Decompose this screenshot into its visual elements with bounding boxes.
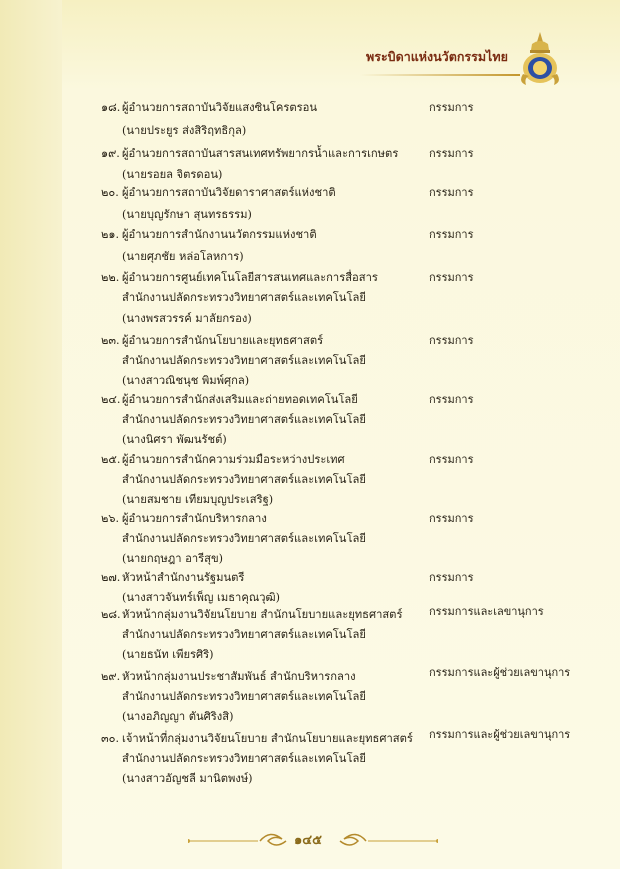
entry-person-name: (นายประยูร ส่งสิริฤทธิกุล) — [122, 124, 247, 137]
entry-role: กรรมการ — [429, 147, 474, 160]
entry-position-detail: สำนักงานปลัดกระทรวงวิทยาศาสตร์และเทคโนโลยี — [122, 532, 366, 545]
entry-number: ๑๘. — [101, 101, 121, 114]
royal-emblem-icon — [518, 30, 562, 88]
entry-position: ผู้อำนวยการสถาบันสารสนเทศทรัพยากรน้ำและการเกษตร — [122, 147, 399, 160]
entry-person-name: (นายสมชาย เทียมบุญประเสริฐ) — [122, 493, 274, 506]
entry-position: ผู้อำนวยการศูนย์เทคโนโลยีสารสนเทศและการสื่อสาร — [122, 271, 378, 284]
entry-position: ผู้อำนวยการสำนักนโยบายและยุทธศาสตร์ — [122, 334, 324, 347]
entry-position-detail: สำนักงานปลัดกระทรวงวิทยาศาสตร์และเทคโนโลยี — [122, 690, 366, 703]
entry-role: กรรมการและผู้ช่วยเลขานุการ — [429, 666, 571, 679]
entry-number: ๒๔. — [101, 393, 121, 406]
page-binding-shade — [0, 0, 62, 869]
entry-role: กรรมการ — [429, 228, 474, 241]
page-header — [360, 30, 610, 90]
entry-role: กรรมการและผู้ช่วยเลขานุการ — [429, 728, 571, 741]
entry-role: กรรมการ — [429, 101, 474, 114]
entry-number: ๓๐. — [101, 732, 120, 745]
entry-role: กรรมการ — [429, 453, 474, 466]
entry-person-name: (นายธนัท เพียรศิริ) — [122, 648, 214, 661]
entry-role: กรรมการ — [429, 271, 474, 284]
entry-role: กรรมการ — [429, 571, 474, 584]
entry-position: ผู้อำนวยการสำนักงานนวัตกรรมแห่งชาติ — [122, 228, 317, 241]
entry-role: กรรมการ — [429, 512, 474, 525]
entry-person-name: (นางนิศรา พัฒนรัชต์) — [122, 433, 227, 446]
entry-position-detail: สำนักงานปลัดกระทรวงวิทยาศาสตร์และเทคโนโลยี — [122, 291, 366, 304]
entry-position-detail: สำนักงานปลัดกระทรวงวิทยาศาสตร์และเทคโนโลยี — [122, 413, 366, 426]
entry-position-detail: สำนักงานปลัดกระทรวงวิทยาศาสตร์และเทคโนโลยี — [122, 628, 366, 641]
entry-number: ๒๕. — [101, 453, 121, 466]
entry-position: ผู้อำนวยการสำนักบริหารกลาง — [122, 512, 267, 525]
entry-person-name: (นายบุญรักษา สุนทรธรรม) — [122, 208, 252, 221]
entry-position-detail: สำนักงานปลัดกระทรวงวิทยาศาสตร์และเทคโนโลยี — [122, 473, 366, 486]
page-number: ๑๔๕ — [294, 833, 322, 848]
entry-position: ผู้อำนวยการสถาบันวิจัยแสงซินโครตรอน — [122, 101, 318, 114]
entry-number: ๒๓. — [101, 334, 120, 347]
entry-person-name: (นางอภิญญา ตันศิริงสิ) — [122, 710, 234, 723]
entry-number: ๒๙. — [101, 670, 121, 683]
entry-person-name: (นายกฤษฎา อารีสุข) — [122, 552, 223, 565]
entry-position: ผู้อำนวยการสำนักส่งเสริมและถ่ายทอดเทคโนโลยี — [122, 393, 358, 406]
entry-role: กรรมการ — [429, 334, 474, 347]
entry-position-detail: สำนักงานปลัดกระทรวงวิทยาศาสตร์และเทคโนโลยี — [122, 752, 366, 765]
header-title: พระบิดาแห่งนวัตกรรมไทย — [366, 49, 508, 64]
entry-role: กรรมการ — [429, 186, 474, 199]
entry-position: หัวหน้ากลุ่มงานวิจัยนโยบาย สำนักนโยบายและยุทธศาสตร์ — [122, 608, 403, 621]
entry-number: ๒๖. — [101, 512, 120, 525]
entry-person-name: (นายรอยล จิตรดอน) — [122, 168, 223, 181]
entry-position-detail: สำนักงานปลัดกระทรวงวิทยาศาสตร์และเทคโนโลยี — [122, 354, 366, 367]
entry-number: ๒๐. — [101, 186, 119, 199]
entry-person-name: (นางสาวอัญชลี มานิตพงษ์) — [122, 772, 253, 785]
entry-person-name: (นางสาวจันทร์เพ็ญ เมธาคุณวุฒิ) — [122, 591, 280, 604]
entry-role: กรรมการ — [429, 393, 474, 406]
entry-number: ๒๘. — [101, 608, 121, 621]
entry-number: ๑๙. — [101, 147, 120, 160]
entry-position: ผู้อำนวยการสำนักความร่วมมือระหว่างประเทศ — [122, 453, 345, 466]
entry-position: หัวหน้ากลุ่มงานประชาสัมพันธ์ สำนักบริหารกลาง — [122, 670, 356, 683]
entry-person-name: (นายศุภชัย หล่อโลหการ) — [122, 250, 244, 263]
entry-person-name: (นางพรสวรรค์ มาลัยกรอง) — [122, 312, 252, 325]
entry-number: ๒๒. — [101, 271, 120, 284]
entry-position: ผู้อำนวยการสถาบันวิจัยดาราศาสตร์แห่งชาติ — [122, 186, 336, 199]
entry-position: หัวหน้าสำนักงานรัฐมนตรี — [122, 571, 245, 584]
page-footer — [188, 825, 438, 855]
entry-number: ๒๑. — [101, 228, 120, 241]
entry-position: เจ้าหน้าที่กลุ่มงานวิจัยนโยบาย สำนักนโยบายและยุทธศาสตร์ — [122, 732, 413, 745]
header-divider — [360, 74, 520, 76]
entry-person-name: (นางสาวณิชนุช พิมพ์ศุกล) — [122, 374, 250, 387]
entry-number: ๒๗. — [101, 571, 121, 584]
entry-role: กรรมการและเลขานุการ — [429, 605, 544, 618]
